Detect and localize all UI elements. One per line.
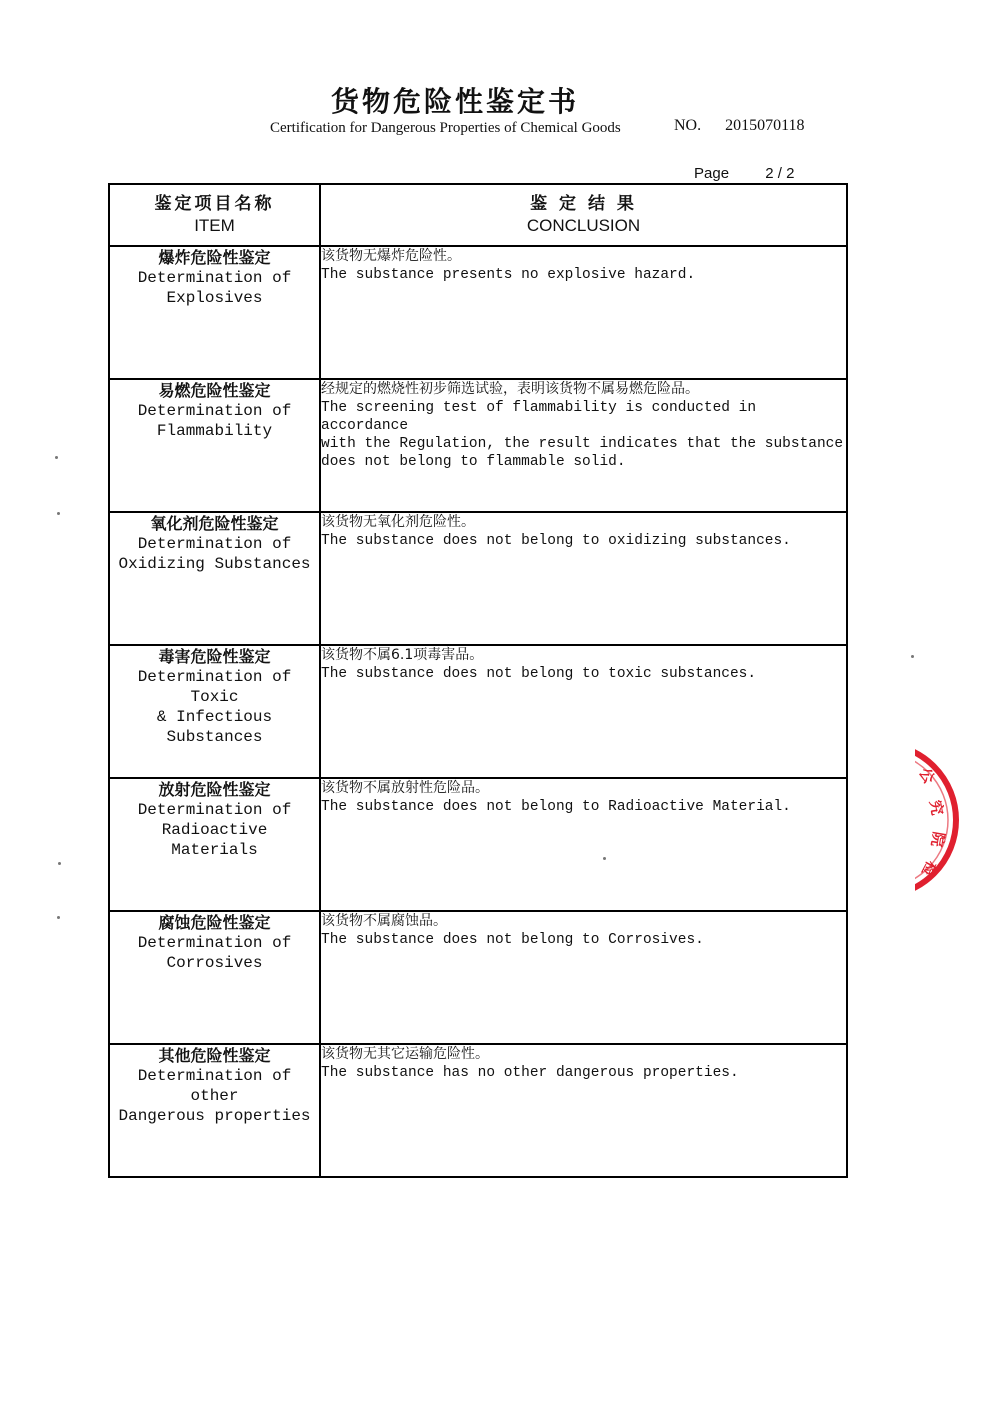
determination-table	[108, 183, 848, 1178]
table-row	[109, 379, 847, 512]
scan-speck	[55, 456, 58, 459]
certificate-number-value: 2015070118	[725, 117, 805, 134]
conclusion-cell	[320, 379, 847, 512]
conclusion-header-cell	[320, 184, 847, 246]
item-cell	[109, 379, 320, 512]
conclusion-cell	[320, 645, 847, 778]
item-name-en: Determination of other Dangerous properties	[118, 1067, 311, 1125]
item-name-cn: 毒害危险性鉴定	[158, 647, 271, 666]
conclusion-text-cn: 该货物无爆炸危险性。	[321, 248, 461, 264]
certificate-number	[674, 117, 805, 135]
conclusion-text-cn: 该货物不属腐蚀品。	[321, 913, 447, 929]
page-value: 2 / 2	[765, 165, 795, 182]
conclusion-text-en: The substance does not belong to Corrosives.	[321, 932, 704, 948]
conclusion-text-cn: 该货物不属6.1项毒害品。	[321, 647, 484, 663]
table-row	[109, 778, 847, 911]
item-cell	[109, 778, 320, 911]
table-row	[109, 1044, 847, 1177]
table-row	[109, 911, 847, 1044]
item-name-cn: 腐蚀危险性鉴定	[158, 913, 271, 932]
item-name-en: Determination of Corrosives	[137, 934, 292, 972]
item-cell	[109, 911, 320, 1044]
item-name-cn: 其他危险性鉴定	[158, 1046, 271, 1065]
item-name-cn: 氧化剂危险性鉴定	[150, 514, 279, 533]
item-header-en: ITEM	[194, 216, 235, 235]
svg-text:公: 公	[915, 764, 939, 787]
item-cell	[109, 246, 320, 379]
conclusion-text-cn: 该货物无氧化剂危险性。	[321, 514, 475, 530]
item-header-cn: 鉴定项目名称	[154, 194, 275, 214]
conclusion-text-en: The substance does not belong to oxidizing substances.	[321, 533, 791, 549]
document-title-cn: 货物危险性鉴定书	[330, 85, 579, 118]
conclusion-text-cn: 经规定的燃烧性初步筛选试验，表明该货物不属易燃危险品。	[321, 381, 699, 397]
official-seal-stamp	[915, 740, 1000, 900]
svg-text:检: 检	[917, 858, 941, 880]
item-name-en: Determination of Oxidizing Substances	[118, 535, 311, 573]
scan-speck	[57, 916, 60, 919]
table-row	[109, 512, 847, 645]
item-name-en: Determination of Toxic & Infectious Substances	[137, 668, 292, 746]
item-name-cn: 放射危险性鉴定	[158, 780, 271, 799]
scan-speck	[58, 862, 61, 865]
conclusion-text-cn: 该货物无其它运输危险性。	[321, 1046, 489, 1062]
conclusion-cell	[320, 1044, 847, 1177]
item-cell	[109, 1044, 320, 1177]
conclusion-cell	[320, 911, 847, 1044]
conclusion-text-en: The substance presents no explosive hazard.	[321, 267, 696, 283]
conclusion-text-cn: 该货物不属放射性危险品。	[321, 780, 489, 796]
item-header-cell	[109, 184, 320, 246]
conclusion-text-en: The substance has no other dangerous properties.	[321, 1065, 739, 1081]
item-cell	[109, 512, 320, 645]
table-row	[109, 246, 847, 379]
svg-text:究: 究	[926, 798, 947, 817]
item-name-en: Determination of Explosives	[137, 269, 292, 307]
item-cell	[109, 645, 320, 778]
conclusion-header-cn: 鉴 定 结 果	[530, 194, 637, 214]
table-header-row	[109, 184, 847, 246]
conclusion-text-en: The screening test of flammability is conducted in accordance with the Regulation, the result indicates that the substance does not belong to flammable solid.	[321, 400, 844, 470]
item-name-cn: 易燃危险性鉴定	[158, 381, 271, 400]
document-title-en: Certification for Dangerous Properties of Chemical Goods	[270, 120, 621, 136]
svg-text:院: 院	[927, 830, 948, 849]
scan-speck	[603, 857, 606, 860]
item-name-en: Determination of Radioactive Materials	[137, 801, 292, 859]
page-indicator	[694, 165, 794, 182]
conclusion-text-en: The substance does not belong to Radioactive Material.	[321, 799, 791, 815]
conclusion-header-en: CONCLUSION	[526, 216, 641, 235]
conclusion-text-en: The substance does not belong to toxic substances.	[321, 666, 757, 682]
certificate-number-label: NO.	[674, 117, 702, 134]
table-row	[109, 645, 847, 778]
conclusion-cell	[320, 512, 847, 645]
conclusion-cell	[320, 246, 847, 379]
item-name-cn: 爆炸危险性鉴定	[158, 248, 271, 267]
item-name-en: Determination of Flammability	[137, 402, 292, 440]
conclusion-cell	[320, 778, 847, 911]
page-label: Page	[694, 165, 730, 182]
scan-speck	[911, 655, 914, 658]
scan-speck	[57, 512, 60, 515]
